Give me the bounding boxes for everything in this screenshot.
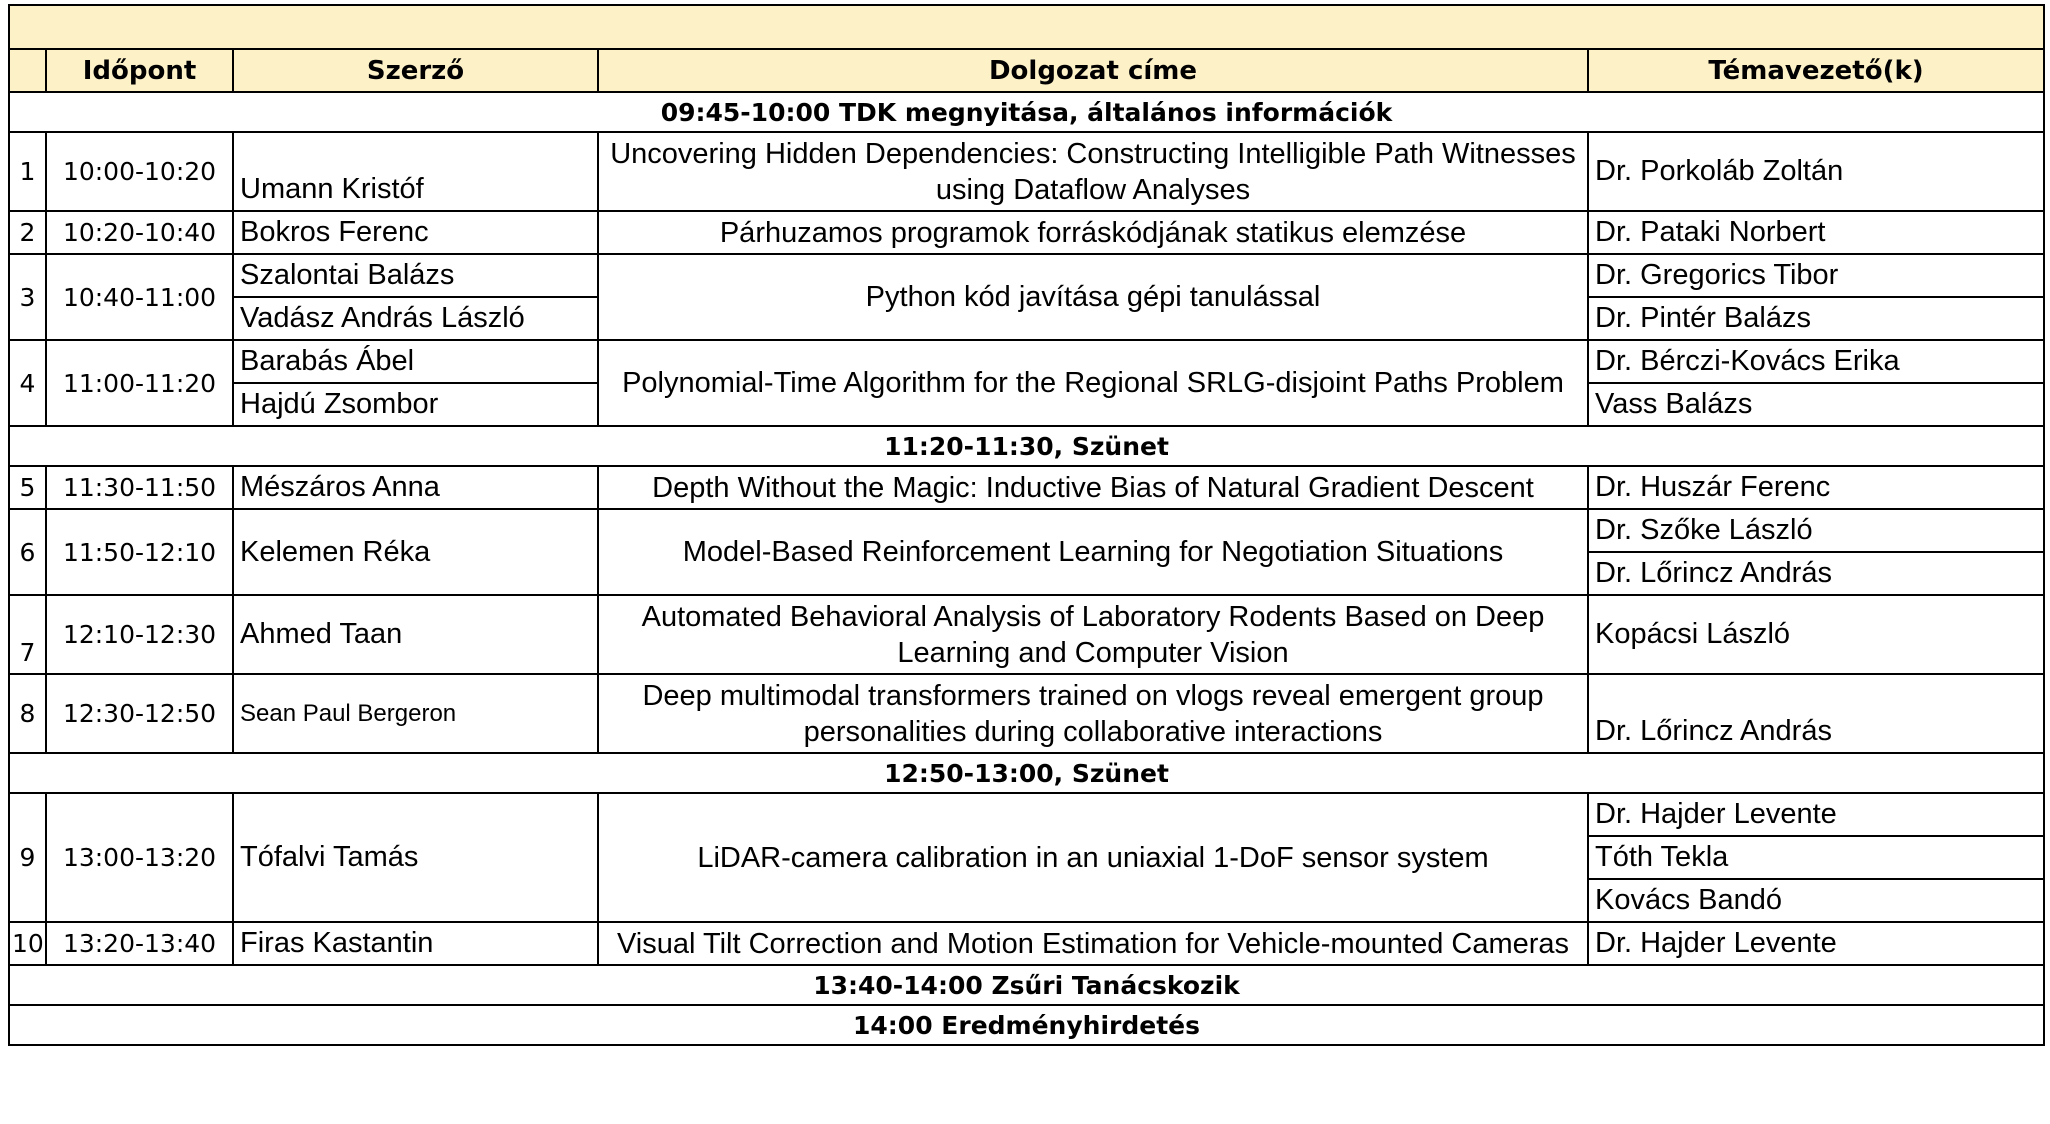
talk-time: 10:20-10:40 [46, 211, 233, 254]
break-row [9, 753, 2044, 793]
talk-title: Model-Based Reinforcement Learning for Negotiation Situations [598, 509, 1588, 595]
table-row [9, 254, 2044, 297]
talk-title: Depth Without the Magic: Inductive Bias of Natural Gradient Descent [598, 466, 1588, 509]
talk-number: 7 [9, 595, 46, 674]
author-name: Bokros Ferenc [233, 211, 598, 254]
banner-cell [9, 5, 2044, 49]
author-name: Ahmed Taan [233, 595, 598, 674]
talk-time: 13:00-13:20 [46, 793, 233, 922]
supervisor-name: Dr. Gregorics Tibor [1588, 254, 2044, 297]
results-label: 14:00 Eredményhirdetés [9, 1005, 2044, 1045]
supervisor-name: Dr. Pintér Balázs [1588, 297, 2044, 340]
break-row [9, 965, 2044, 1005]
talk-time: 13:20-13:40 [46, 922, 233, 965]
break-row [9, 1005, 2044, 1045]
talk-time: 12:10-12:30 [46, 595, 233, 674]
supervisor-name: Dr. Hajder Levente [1588, 922, 2044, 965]
talk-number: 1 [9, 132, 46, 211]
banner-row [9, 5, 2044, 49]
jury-label: 13:40-14:00 Zsűri Tanácskozik [9, 965, 2044, 1005]
talk-time: 11:00-11:20 [46, 340, 233, 426]
talk-number: 6 [9, 509, 46, 595]
header-row [9, 49, 2044, 92]
author-name: Barabás Ábel [233, 340, 598, 383]
break-label: 11:20-11:30, Szünet [9, 426, 2044, 466]
talk-time: 10:40-11:00 [46, 254, 233, 340]
talk-title: Automated Behavioral Analysis of Laboratory Rodents Based on Deep Learning and Computer Vision [598, 595, 1588, 674]
author-name: Kelemen Réka [233, 509, 598, 595]
talk-number: 8 [9, 674, 46, 753]
talk-time: 11:30-11:50 [46, 466, 233, 509]
talk-title: Polynomial-Time Algorithm for the Regional SRLG-disjoint Paths Problem [598, 340, 1588, 426]
supervisor-name: Dr. Pataki Norbert [1588, 211, 2044, 254]
talk-number: 2 [9, 211, 46, 254]
table-row [9, 466, 2044, 509]
break-row [9, 92, 2044, 132]
talk-title: Python kód javítása gépi tanulással [598, 254, 1588, 340]
header-title: Dolgozat címe [598, 49, 1588, 92]
schedule-table [8, 4, 2045, 1046]
table-row [9, 509, 2044, 552]
table-row [9, 793, 2044, 836]
break-label: 12:50-13:00, Szünet [9, 753, 2044, 793]
talk-title: Uncovering Hidden Dependencies: Constructing Intelligible Path Witnesses using Dataflow Analyses [598, 132, 1588, 211]
talk-number: 3 [9, 254, 46, 340]
talk-time: 10:00-10:20 [46, 132, 233, 211]
talk-time: 12:30-12:50 [46, 674, 233, 753]
author-name: Szalontai Balázs [233, 254, 598, 297]
author-name: Firas Kastantin [233, 922, 598, 965]
talk-time: 11:50-12:10 [46, 509, 233, 595]
header-author: Szerző [233, 49, 598, 92]
talk-title: Párhuzamos programok forráskódjának statikus elemzése [598, 211, 1588, 254]
talk-number: 5 [9, 466, 46, 509]
opening-label: 09:45-10:00 TDK megnyitása, általános információk [9, 92, 2044, 132]
table-row [9, 132, 2044, 211]
supervisor-name: Dr. Lőrincz András [1588, 674, 2044, 753]
table-row [9, 922, 2044, 965]
author-name: Vadász András László [233, 297, 598, 340]
talk-title: LiDAR-camera calibration in an uniaxial 1-DoF sensor system [598, 793, 1588, 922]
talk-title: Visual Tilt Correction and Motion Estimation for Vehicle-mounted Cameras [598, 922, 1588, 965]
break-row [9, 426, 2044, 466]
header-num [9, 49, 46, 92]
talk-number: 10 [9, 922, 46, 965]
talk-title: Deep multimodal transformers trained on vlogs reveal emergent group personalities during collaborative interactions [598, 674, 1588, 753]
author-name: Umann Kristóf [233, 132, 598, 211]
supervisor-name: Kovács Bandó [1588, 879, 2044, 922]
table-row [9, 595, 2044, 674]
table-row [9, 211, 2044, 254]
supervisor-name: Dr. Bérczi-Kovács Erika [1588, 340, 2044, 383]
supervisor-name: Dr. Lőrincz András [1588, 552, 2044, 595]
supervisor-name: Kopácsi László [1588, 595, 2044, 674]
author-name: Tófalvi Tamás [233, 793, 598, 922]
supervisor-name: Dr. Hajder Levente [1588, 793, 2044, 836]
header-time: Időpont [46, 49, 233, 92]
supervisor-name: Dr. Huszár Ferenc [1588, 466, 2044, 509]
supervisor-name: Dr. Szőke László [1588, 509, 2044, 552]
table-row [9, 674, 2044, 753]
author-name: Sean Paul Bergeron [233, 674, 598, 753]
supervisor-name: Tóth Tekla [1588, 836, 2044, 879]
author-name: Hajdú Zsombor [233, 383, 598, 426]
header-supervisor: Témavezető(k) [1588, 49, 2044, 92]
supervisor-name: Vass Balázs [1588, 383, 2044, 426]
table-row [9, 340, 2044, 383]
author-name: Mészáros Anna [233, 466, 598, 509]
talk-number: 9 [9, 793, 46, 922]
supervisor-name: Dr. Porkoláb Zoltán [1588, 132, 2044, 211]
talk-number: 4 [9, 340, 46, 426]
